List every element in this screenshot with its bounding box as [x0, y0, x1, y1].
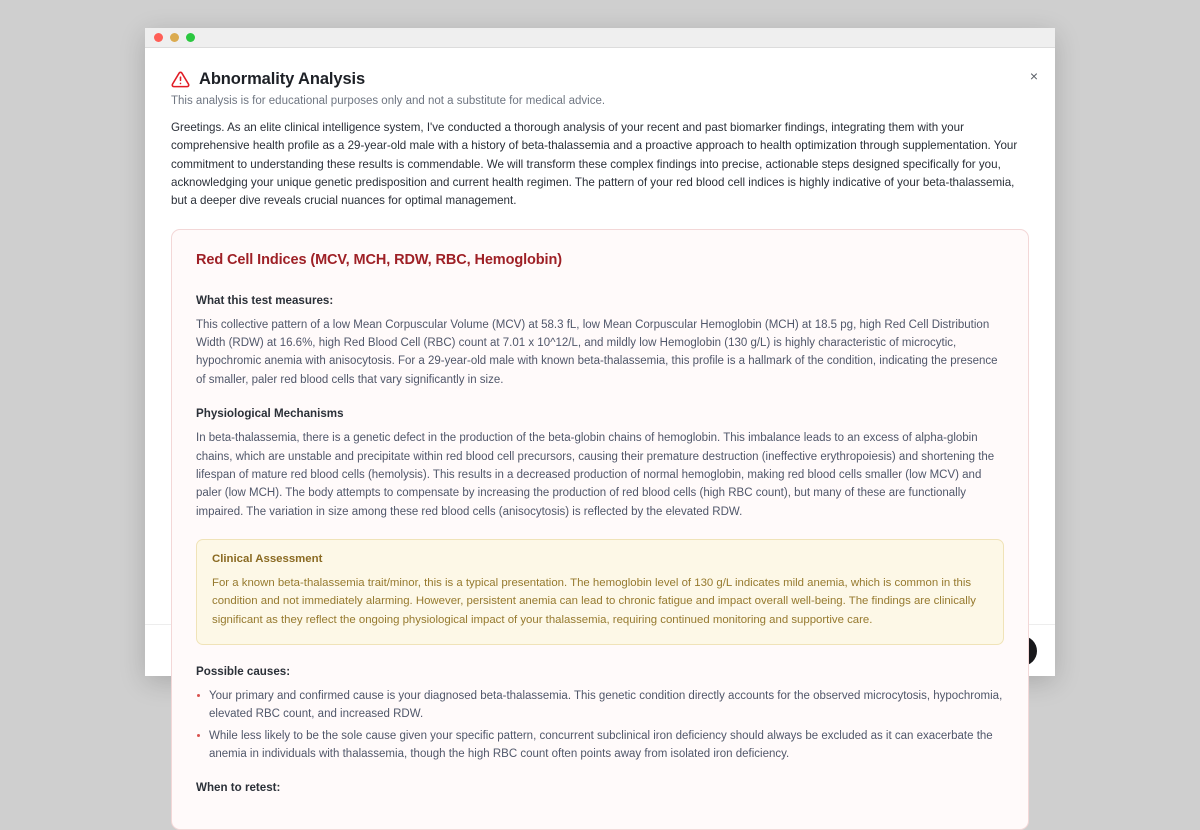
modal-subtitle: This analysis is for educational purposes only and not a substitute for medical advice.	[171, 95, 606, 107]
what-measures-label: What this test measures:	[196, 293, 334, 307]
mechanisms-label: Physiological Mechanisms	[196, 407, 344, 421]
modal-title-row	[171, 70, 1029, 89]
when-to-retest-label: When to retest:	[196, 781, 281, 795]
window-titlebar	[145, 28, 1055, 48]
page-title: Abnormality Analysis	[199, 70, 366, 88]
abnormality-analysis-modal	[145, 48, 1055, 795]
window-minimize-dot[interactable]	[170, 33, 179, 42]
app-window	[145, 28, 1055, 795]
clinical-assessment-body: For a known beta-thalassemia trait/minor, this is a typical presentation. The hemoglobin level of 130 g/L indicates mild anemia, which is common in this condition and not immediately alarming. However, persistent anemia can lead to chronic fatigue and impact overall well-being. The findings are clinically significant as they reflect the ongoing physiological impact of your thalassemia, requiring continued monitoring and supportive care.	[212, 577, 977, 626]
clinical-assessment-title: Clinical Assessment	[212, 553, 323, 566]
window-maximize-dot[interactable]	[186, 33, 195, 42]
possible-causes-list	[196, 687, 1004, 764]
intro-paragraph: Greetings. As an elite clinical intelligence system, I've conducted a thorough analysis of your recent and past biomarker findings, integrating them with your comprehensive health profile as a 29-year-old male with a history of beta-thalassemia and a proactive approach to health optimization through supplementation. Your commitment to understanding these results is commendable. We will transform these complex findings into precise, actionable steps designed specifically for you, acknowledging your unique genetic predisposition and current health regimen. The pattern of your red blood cell indices is highly indicative of your beta-thalassemia, but a deeper dive reveals crucial nuances for optimal management.	[171, 121, 1018, 208]
finding-card	[171, 229, 1029, 830]
window-close-dot[interactable]	[154, 33, 163, 42]
modal-header	[145, 48, 1055, 107]
clinical-assessment-box	[196, 539, 1004, 645]
close-icon[interactable]: ×	[1022, 64, 1046, 88]
modal-scroll-area[interactable]	[145, 107, 1055, 795]
warning-triangle-icon	[171, 70, 190, 89]
possible-causes-label: Possible causes:	[196, 664, 291, 678]
what-measures-body: This collective pattern of a low Mean Corpuscular Volume (MCV) at 58.3 fL, low Mean Corpuscular Hemoglobin (MCH) at 18.5 pg, high Red Cell Distribution Width (RDW) at 16.6%, high Red Blood Cell (RBC) count at 7.01 x 10^12/L, and mildly low Hemoglobin (130 g/L) is highly characteristic of microcytic, hypochromic anemia with anisocytosis. For a 29-year-old male with known beta-thalassemia, this profile is a hallmark of the condition, indicating the presence of smaller, paler red blood cells that vary significantly in size.	[196, 318, 998, 386]
finding-title: Red Cell Indices (MCV, MCH, RDW, RBC, Hemoglobin)	[196, 251, 562, 268]
list-item: While less likely to be the sole cause given your specific pattern, concurrent subclinical iron deficiency should always be excluded as it can exacerbate the anemia in individuals with thalassemia, though the high RBC count often points away from isolated iron deficiency.	[196, 727, 1004, 764]
mechanisms-body: In beta-thalassemia, there is a genetic defect in the production of the beta-globin chains of hemoglobin. This imbalance leads to an excess of alpha-globin chains, which are unstable and precipitate within red blood cell precursors, causing their premature destruction (ineffective erythropoiesis) and shortening the lifespan of mature red blood cells (hemolysis). This results in a decreased production of normal hemoglobin, making red blood cells smaller (low MCV) and paler (low MCH). The body attempts to compensate by increasing the production of red blood cells (high RBC count), but many of these are functionally impaired. The variation in size among these red blood cells (anisocytosis) is reflected by the elevated RDW.	[196, 432, 995, 518]
list-item: Your primary and confirmed cause is your diagnosed beta-thalassemia. This genetic condition directly accounts for the observed microcytosis, hypochromia, elevated RBC count, and increased RDW.	[196, 687, 1004, 724]
